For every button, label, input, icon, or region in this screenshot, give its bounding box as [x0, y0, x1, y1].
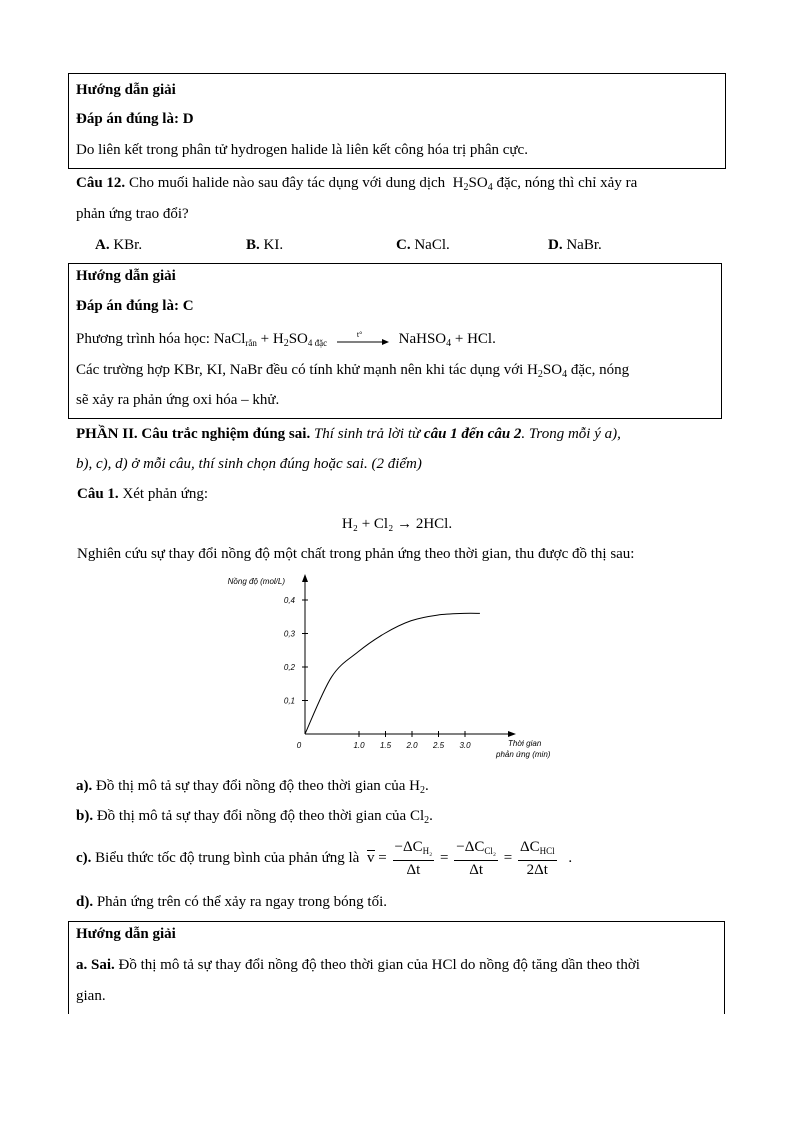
question-12-line-2: phản ứng trao đổi? — [76, 206, 189, 222]
statement-b: b). Đồ thị mô tả sự thay đổi nồng độ theo thời gian của $Cl_2$. — [76, 808, 433, 826]
y-tick-label: 0,1 — [283, 696, 295, 706]
question-1-intro: Nghiên cứu sự thay đổi nồng độ một chất trong phản ứng theo thời gian, thu được đồ thị sau: — [77, 546, 635, 562]
fraction-cl2: $\frac{-\Delta C_{Cl_2}}{\Delta t}$ — [456, 839, 497, 879]
part-2-heading: PHẦN II. Câu trắc nghiệm đúng sai. Thí sinh trả lời từ câu 1 đến câu 2. Trong mỗi ý a), — [76, 426, 621, 442]
origin-label: 0 — [296, 741, 302, 750]
x-axis-arrow — [508, 731, 516, 737]
solution-3-line-a: a. Sai. Đồ thị mô tả sự thay đổi nồng độ theo thời gian của HCl do nồng độ tăng dần theo thời — [76, 957, 640, 973]
explanation-line-2: Các trường hợp KBr, KI, NaBr đều có tính khử mạnh nên khi tác dụng với $H_2SO_4$ đặc, nóng — [76, 362, 630, 380]
equation-line: Phương trình hóa học: NaCl$_{rắn}$ + $H_2SO_{4 đặc}$ t° NaHSO$_4$ + HCl. — [76, 329, 496, 349]
y-tick-label: 0,2 — [283, 663, 295, 672]
option-d: D. NaBr. — [548, 237, 602, 253]
solution-title-1: Hướng dẫn giải — [76, 82, 176, 98]
reaction-arrow: t° — [337, 333, 389, 347]
x-tick-label: 2.0 — [406, 741, 418, 750]
statement-a: a). Đồ thị mô tả sự thay đổi nồng độ theo thời gian của $H_2$. — [76, 778, 429, 796]
option-a: A. KBr. — [95, 237, 143, 253]
x-axis-label-2: phản ứng (min) — [496, 750, 551, 759]
explanation-line-1: Do liên kết trong phân tử hydrogen halide là liên kết công hóa trị phân cực. — [76, 142, 528, 158]
answer-line-1: Đáp án đúng là: D — [76, 111, 194, 127]
answer-line-2: Đáp án đúng là: C — [76, 298, 194, 314]
solution-title-2: Hướng dẫn giải — [76, 268, 176, 284]
concentration-chart — [200, 570, 580, 770]
explanation-line-3: sẽ xảy ra phản ứng oxi hóa – khử. — [76, 392, 280, 408]
option-c: C. NaCl. — [396, 237, 450, 253]
statement-c: c). Biểu thức tốc độ trung bình của phản ứng là v = $\frac{-\Delta C_{H_2}}{\Delta t}$ = $\frac{-\Delta C_{Cl_2}}{\Delta t}$ = $\frac{\Delta C_{HCl}}{2\Delta t}$ . — [76, 839, 573, 879]
x-tick-label: 2.5 — [432, 741, 445, 750]
fraction-h2: $\frac{-\Delta C_{H_2}}{\Delta t}$ — [394, 839, 433, 879]
concentration-curve — [305, 613, 480, 734]
question-1-label: Câu 1. Xét phản ứng: — [77, 486, 209, 502]
fraction-hcl: $\frac{\Delta C_{HCl}}{2\Delta t}$ — [519, 839, 555, 879]
solution-title-3: Hướng dẫn giải — [76, 926, 176, 942]
part-2-heading-line-2: b), c), d) ở mỗi câu, thí sinh chọn đúng hoặc sai. (2 điểm) — [76, 456, 422, 472]
x-tick-label: 3.0 — [459, 741, 471, 750]
y-tick-label: 0,3 — [283, 629, 295, 639]
x-tick-label: 1.5 — [379, 741, 392, 750]
y-axis-arrow — [302, 574, 308, 582]
v-bar: v — [367, 850, 375, 866]
reaction-equation: H₂ + Cl₂ → 2HCl. — [341, 516, 453, 532]
x-axis-label: Thời gian — [508, 739, 542, 748]
y-axis-label: Nồng độ (mol/L) — [227, 577, 285, 586]
y-tick-label: 0,4 — [283, 596, 295, 605]
x-tick-label: 1.0 — [353, 741, 365, 750]
statement-d: d). Phản ứng trên có thể xảy ra ngay trong bóng tối. — [76, 894, 387, 910]
option-b: B. KI. — [246, 237, 284, 253]
solution-3-line-a2: gian. — [76, 988, 106, 1004]
question-12-line-1: Câu 12. Cho muối halide nào sau đây tác dụng với dung dịch $H_2SO_4$ đặc, nóng thì chỉ xảy ra — [76, 175, 638, 193]
